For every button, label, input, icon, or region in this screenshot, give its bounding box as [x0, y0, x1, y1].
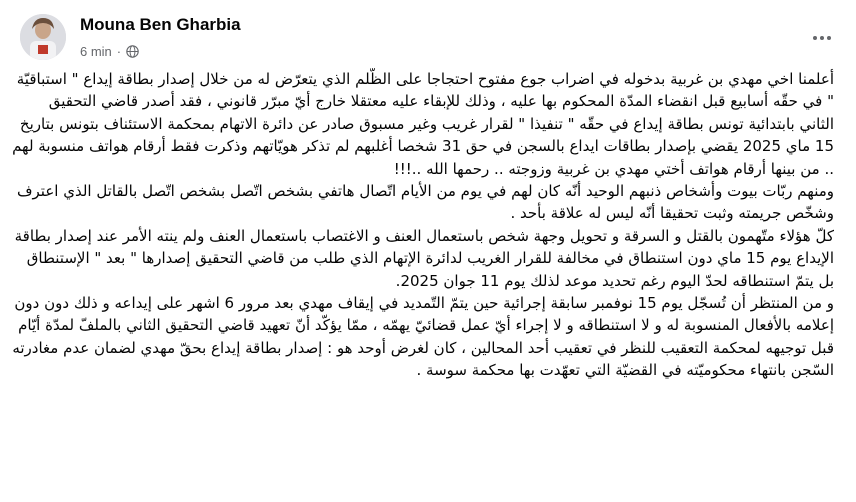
post-paragraph: أعلمنا اخي مهدي بن غربية بدخوله في اضراب جوع مفتوح احتجاجا على الظّلم الذي يتعرّض له من خلال إصدار بطاقة إيداع " استباقيّة " في حقّه أسابيع قبل انقضاء المدّة المحكوم بها عليه ، وذلك للإبقاء عليه معتقلا خارج أيّ مبرّر قانوني ، فقد أصدر قاضي التحقيق الثاني بابتدائية تونس بطاقة إيداع في حقّه " تنفيذا " لقرار غريب وغير مسبوق صادر عن دائرة الاتهام بمحكمة الاستئناف بتونس بتاريخ 15 ماي 2025 يقضي بإصدار بطاقات ايداع بالسجن في حق 31 شخصا أغلبهم لم تذكر هويّاتهم وذكرت فقط أرقام هواتف منسوبة لهم .. من بينها أرقام هواتف أختي مهدي بن غربية وزوجته .. رحمها الله ..!!!: [12, 70, 834, 178]
more-options-icon[interactable]: [808, 26, 836, 50]
post-paragraph: و من المنتظر أن تُسجّل يوم 15 نوفمبر سابقة إجرائية حين يتمّ التّمديد في إيقاف مهدي بعد مرور 6 اشهر على إيداعه و ذلك دون دون إعلامه بالأفعال المنسوبة له و لا استنطاقه و لا إجراء أيّ عمل قضائيّ يهمّه ، ممّا يؤكّد أنّ تعهيد قاضي التحقيق الثاني بالملفّ لمدّة أيّام قبل توجيهه لمحكمة التعقيب للنظر في تعقيب أحد المحالين ، كان لغرض أوحد هو : إصدار بطاقة إيداع بحقّ مهدي لضمان عدم مغادرته السّجن بانتهاء محكوميّته في القضيّة التي تعهّدت بها محكمة سوسة .: [12, 294, 834, 380]
avatar-photo-icon: [20, 14, 66, 60]
avatar[interactable]: [20, 14, 66, 60]
globe-icon[interactable]: [126, 45, 139, 58]
post-author[interactable]: Mouna Ben Gharbia: [80, 15, 241, 34]
post-meta: [80, 42, 139, 60]
post-timestamp[interactable]: 6 min: [80, 43, 112, 59]
meta-separator: ·: [116, 43, 122, 59]
post-header: [0, 0, 856, 62]
post-paragraph: ومنهم ربّات بيوت وأشخاص ذنبهم الوحيد أنّه كان لهم في يوم من الأيام اتّصال هاتفي بشخص اتّصل بشخص اتّصل بالقاتل الذي اعترف وشخّص جريمته وثبت تحقيقا أنّه ليس له علاقة بأحد .: [16, 182, 834, 223]
post-body: [10, 68, 834, 502]
post-paragraph: كلّ هؤلاء متّهمون بالقتل و السرقة و تحويل وجهة شخص باستعمال العنف و الاغتصاب باستعمال العنف ولم ينته الأمر عند إصدار بطاقة الإيداع يوم 15 ماي دون استنطاق في مخالفة للقرار الغريب لدائرة الإتهام الذي طلب من قاضي التحقيق إصدارها " بعد " الإستنطاق بل يتمّ استنطاقه لحدّ اليوم رغم تحديد موعد لذلك يوم 11 جوان 2025.: [14, 226, 834, 290]
